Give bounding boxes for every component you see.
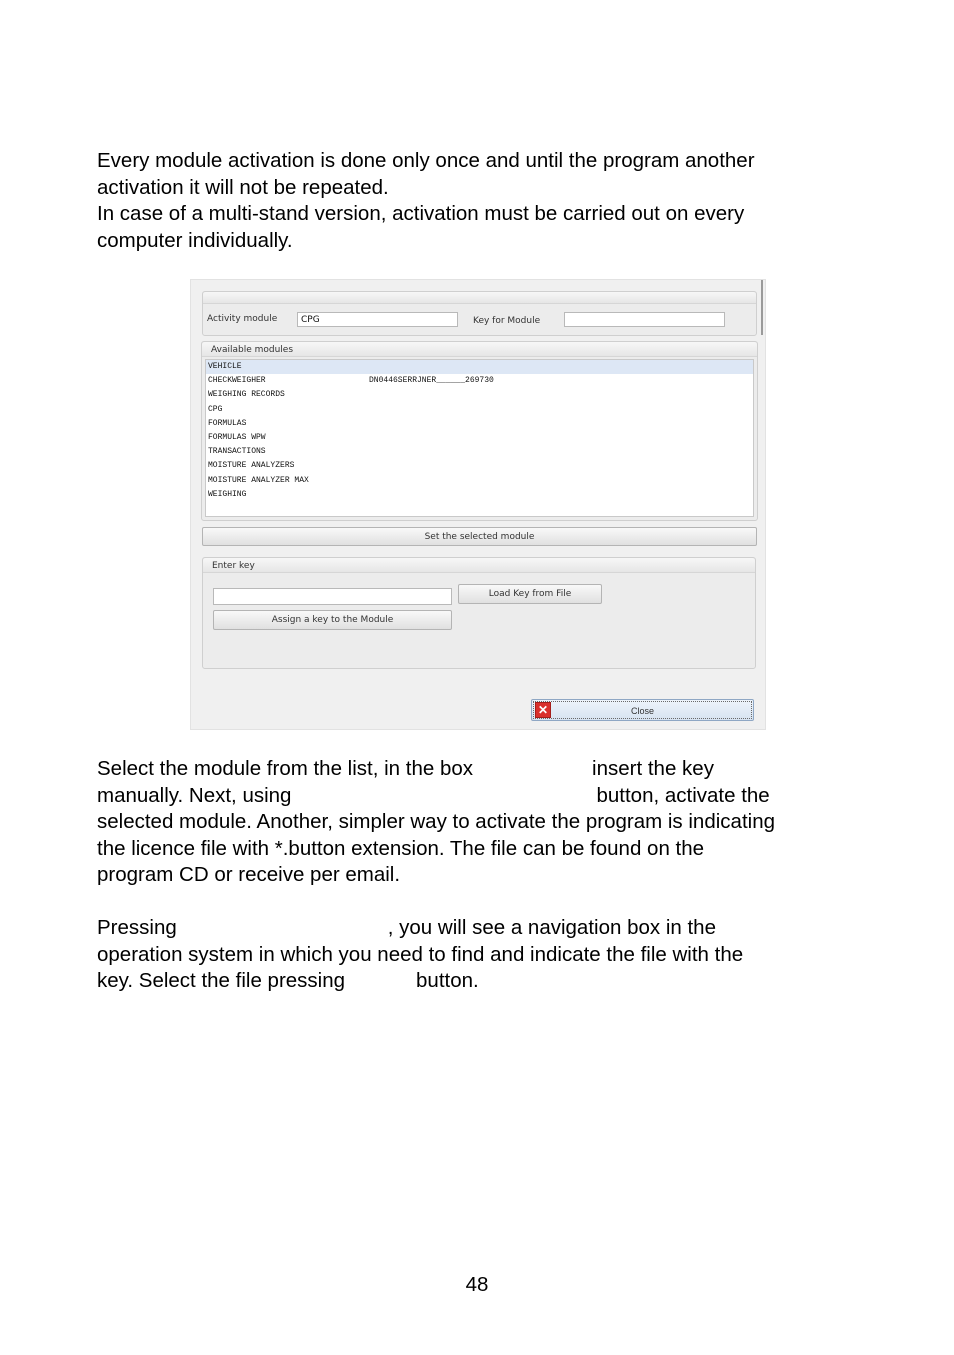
intro-line: computer individually. — [97, 228, 293, 252]
set-selected-module-button[interactable]: Set the selected module — [202, 527, 757, 546]
module-list-item[interactable] — [206, 403, 753, 417]
enter-key-title: Enter key — [203, 558, 755, 573]
text-segment: Pressing — [97, 916, 177, 939]
load-file-paragraph — [97, 915, 867, 995]
intro-line: In case of a multi-stand version, activation must be carried out on every — [97, 202, 745, 225]
window-edge — [761, 280, 763, 335]
close-button-label: Close — [630, 706, 654, 716]
module-list-item[interactable] — [206, 417, 753, 431]
activity-module-group — [202, 291, 757, 336]
close-icon: ✕ — [535, 702, 551, 718]
assign-key-button[interactable]: Assign a key to the Module — [213, 610, 452, 630]
available-modules-title: Available modules — [202, 342, 757, 357]
enter-key-group — [202, 557, 756, 669]
module-name: MOISTURE ANALYZERS — [208, 461, 295, 471]
module-name: FORMULAS WPW — [208, 432, 266, 442]
key-for-module-label: Key for Module — [473, 316, 541, 326]
text-segment: button. — [416, 969, 479, 992]
module-list-item[interactable] — [206, 488, 753, 502]
text-line — [97, 783, 867, 810]
module-list-item[interactable] — [206, 431, 753, 445]
intro-line: Every module activation is done only once and until the program another — [97, 149, 755, 172]
text-segment: button, activate the — [596, 783, 770, 807]
module-list-item[interactable] — [206, 388, 753, 402]
text-segment: , you will see a navigation box in the — [387, 916, 716, 939]
module-list-item[interactable] — [206, 360, 753, 374]
text-line: operation system in which you need to find and indicate the file with the — [97, 942, 744, 966]
text-segment: insert the key — [592, 757, 714, 780]
text-segment: Select the module from the list, in the box — [97, 757, 474, 780]
module-name: TRANSACTIONS — [208, 447, 266, 457]
text-segment: key. Select the file pressing — [97, 969, 346, 992]
text-line — [97, 915, 867, 942]
module-name: WEIGHING RECORDS — [208, 390, 285, 400]
key-for-module-field[interactable] — [564, 312, 725, 327]
text-line: the licence file with *.button extension. The file can be found on the — [97, 836, 705, 860]
module-key: DN0446SERRJNER______269730 — [369, 376, 494, 386]
module-name: CHECKWEIGHER — [208, 376, 266, 386]
activity-module-field[interactable]: CPG — [297, 312, 458, 327]
module-activation-window — [190, 279, 766, 730]
text-line — [97, 756, 867, 783]
intro-line: activation it will not be repeated. — [97, 175, 389, 199]
module-name: MOISTURE ANALYZER MAX — [208, 475, 309, 485]
activity-module-label: Activity module — [207, 314, 278, 324]
close-button[interactable] — [531, 699, 754, 721]
text-line: selected module. Another, simpler way to activate the program is indicating — [97, 810, 775, 833]
module-list-item[interactable] — [206, 445, 753, 459]
module-list-item[interactable] — [206, 459, 753, 473]
load-key-from-file-button[interactable]: Load Key from File — [458, 584, 602, 604]
page-number: 48 — [465, 1273, 489, 1296]
available-modules-group — [201, 341, 758, 521]
text-segment: manually. Next, using — [97, 783, 292, 807]
text-line — [97, 968, 867, 995]
instructions-paragraph — [97, 756, 867, 889]
group-header — [203, 292, 756, 304]
module-name: CPG — [208, 404, 223, 414]
module-list-item[interactable] — [206, 374, 753, 388]
intro-paragraph — [97, 148, 867, 254]
text-line: program CD or receive per email. — [97, 863, 401, 886]
module-name: FORMULAS — [208, 418, 247, 428]
module-list-item[interactable] — [206, 474, 753, 488]
module-name: WEIGHING — [208, 489, 247, 499]
enter-key-input[interactable] — [213, 588, 452, 605]
module-list[interactable] — [205, 359, 754, 517]
module-name: VEHICLE — [208, 362, 242, 371]
